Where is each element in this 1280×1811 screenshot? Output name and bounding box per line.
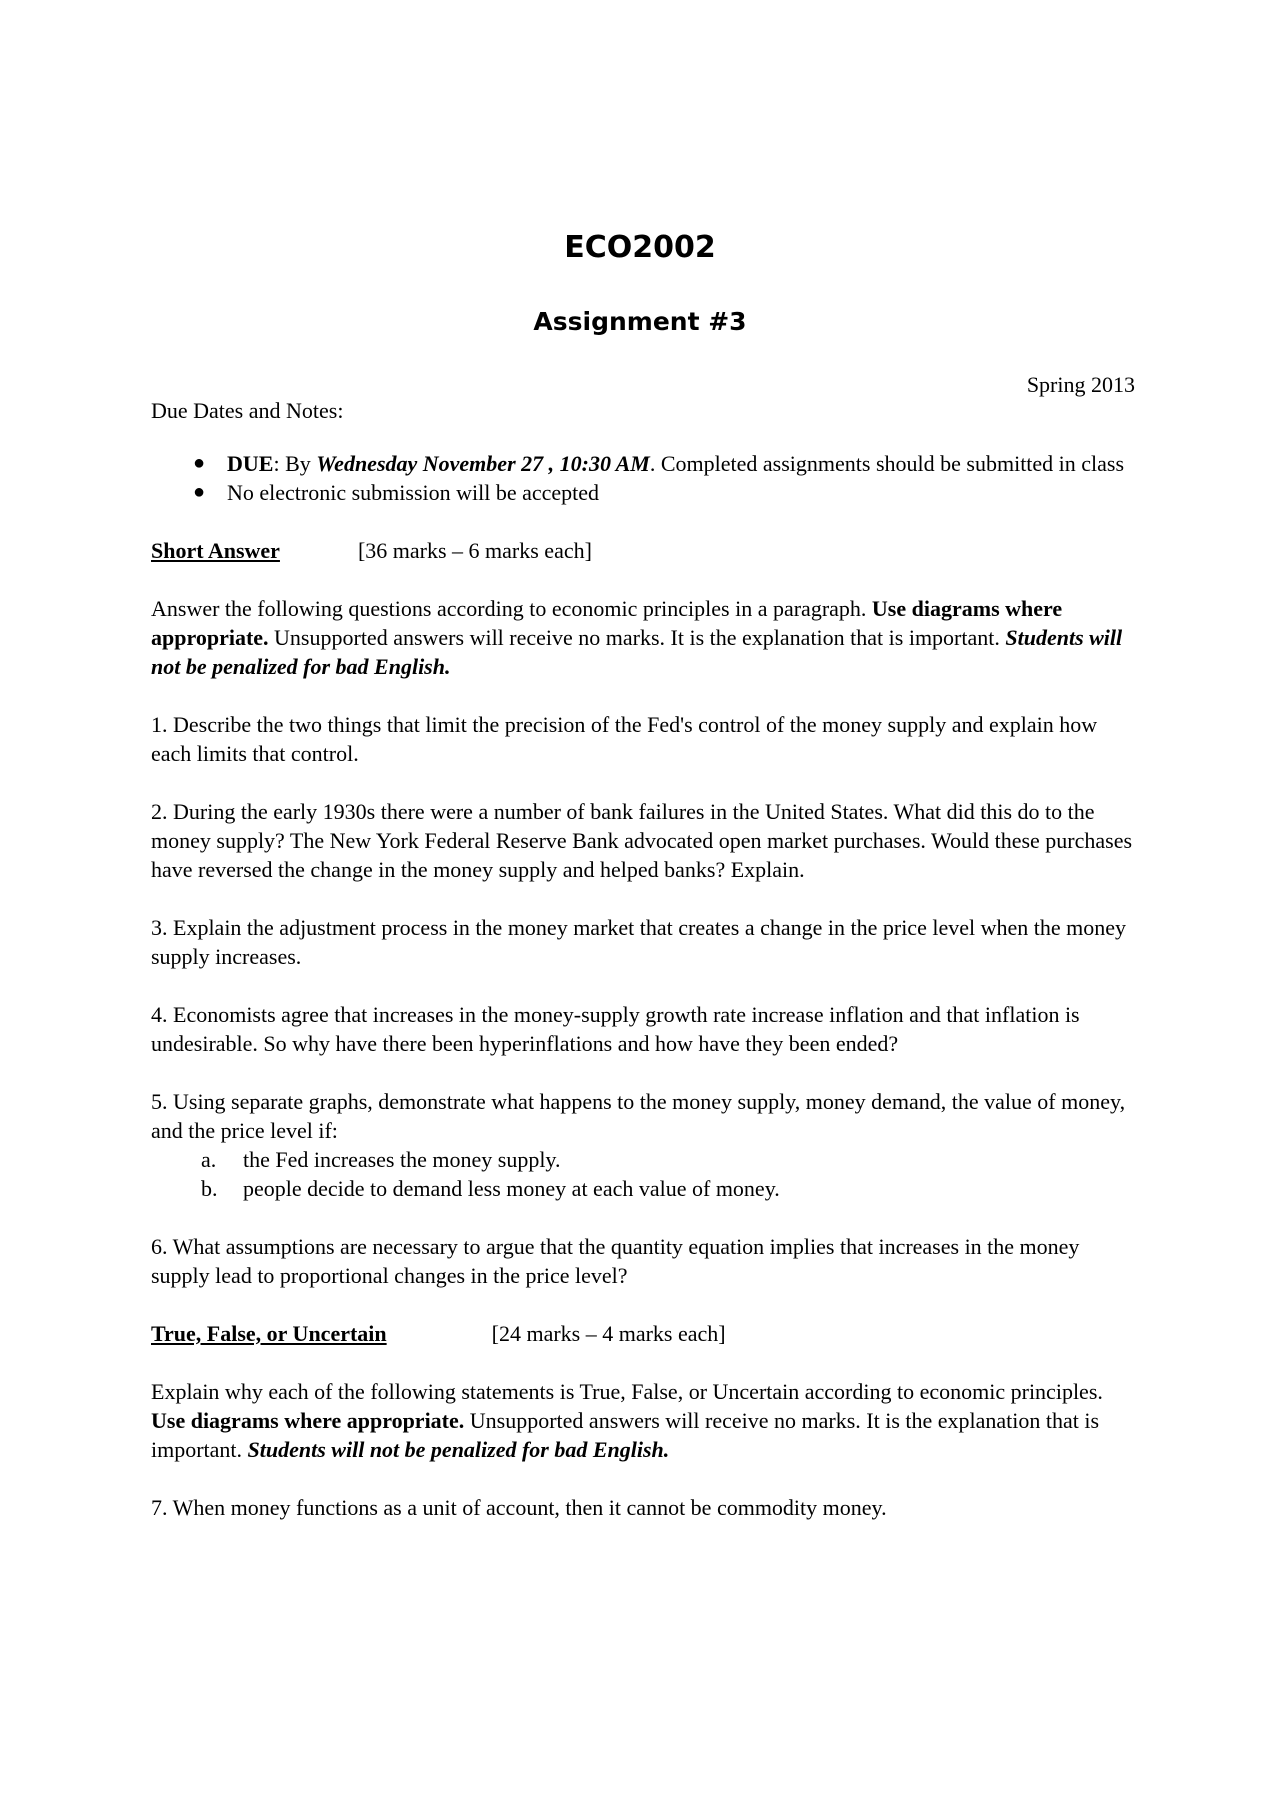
question-5a: [151, 1145, 1136, 1174]
tfu-instructions: [151, 1377, 1136, 1464]
question-1: 1. Describe the two things that limit the precision of the Fed's control of the money supply and explain how each limits that control.: [151, 712, 1098, 766]
tfu-marks: [24 marks – 4 marks each]: [491, 1321, 726, 1346]
tfu-heading: [151, 1319, 1136, 1348]
instructions-bold: Use diagrams where appropriate.: [151, 596, 1063, 650]
question-5-subitems: [151, 1145, 1136, 1203]
tfu-title: True, False, or Uncertain: [151, 1321, 387, 1346]
due-label: DUE: [227, 451, 274, 476]
instructions-text: Answer the following questions according to economic principles in a paragraph.: [151, 596, 872, 621]
due-bullet-item: [151, 449, 1136, 478]
question-7: 7. When money functions as a unit of account, then it cannot be commodity money.: [151, 1495, 887, 1520]
instructions-text-2: Unsupported answers will receive no marks. It is the explanation that is important.: [268, 625, 1006, 650]
instructions-bold-italic: Students will not be penalized for bad English.: [247, 1437, 670, 1462]
due-notes-list: [151, 449, 1136, 507]
instructions-bold-italic: Students will not be penalized for bad English.: [151, 625, 1123, 679]
question-2: 2. During the early 1930s there were a number of bank failures in the United States. What did this do to the money supply? The New York Federal Reserve Bank advocated open market purchases. Would these purchases have reversed the change in the money supply and helped banks? Explain.: [151, 799, 1133, 882]
instructions-text: Explain why each of the following statements is True, False, or Uncertain according to economic principles.: [151, 1379, 1103, 1404]
question-5: 5. Using separate graphs, demonstrate what happens to the money supply, money demand, the value of money, and the price level if:: [151, 1089, 1126, 1143]
instructions-text-2: Unsupported answers will receive no marks. It is the explanation that is important.: [151, 1408, 1100, 1462]
short-answer-heading: [151, 536, 1136, 565]
question-4: 4. Economists agree that increases in the money-supply growth rate increase inflation and that inflation is undesirable. So why have there been hyperinflations and how have they been ended?: [151, 1002, 1080, 1056]
subitem-letter: b.: [201, 1176, 218, 1201]
due-rest-text: . Completed assignments should be submitted in class: [649, 451, 1125, 476]
due-notes-heading: Due Dates and Notes:: [151, 398, 344, 423]
instructions-bold: Use diagrams where appropriate.: [151, 1408, 465, 1433]
course-title: ECO2002: [564, 230, 716, 265]
question-6: 6. What assumptions are necessary to argue that the quantity equation implies that increases in the money supply lead to proportional changes in the price level?: [151, 1234, 1080, 1288]
assignment-title: Assignment #3: [533, 307, 747, 336]
short-answer-title: Short Answer: [151, 538, 280, 563]
subitem-letter: a.: [201, 1147, 217, 1172]
subitem-text: the Fed increases the money supply.: [243, 1147, 561, 1172]
submission-note: No electronic submission will be accepted: [227, 480, 600, 505]
bullet-icon: ●: [193, 481, 206, 503]
due-by-text: : By: [273, 451, 317, 476]
submission-bullet-item: [151, 478, 1136, 507]
due-date: Wednesday November 27 , 10:30 AM: [316, 451, 650, 476]
short-answer-instructions: [151, 594, 1136, 681]
bullet-icon: ●: [193, 452, 206, 474]
subitem-text: people decide to demand less money at each value of money.: [243, 1176, 780, 1201]
term-label: Spring 2013: [1026, 372, 1135, 397]
short-answer-marks: [36 marks – 6 marks each]: [357, 538, 592, 563]
document-body: [151, 396, 1136, 1551]
question-5b: [151, 1174, 1136, 1203]
question-3: 3. Explain the adjustment process in the money market that creates a change in the price level when the money supply increases.: [151, 915, 1126, 969]
